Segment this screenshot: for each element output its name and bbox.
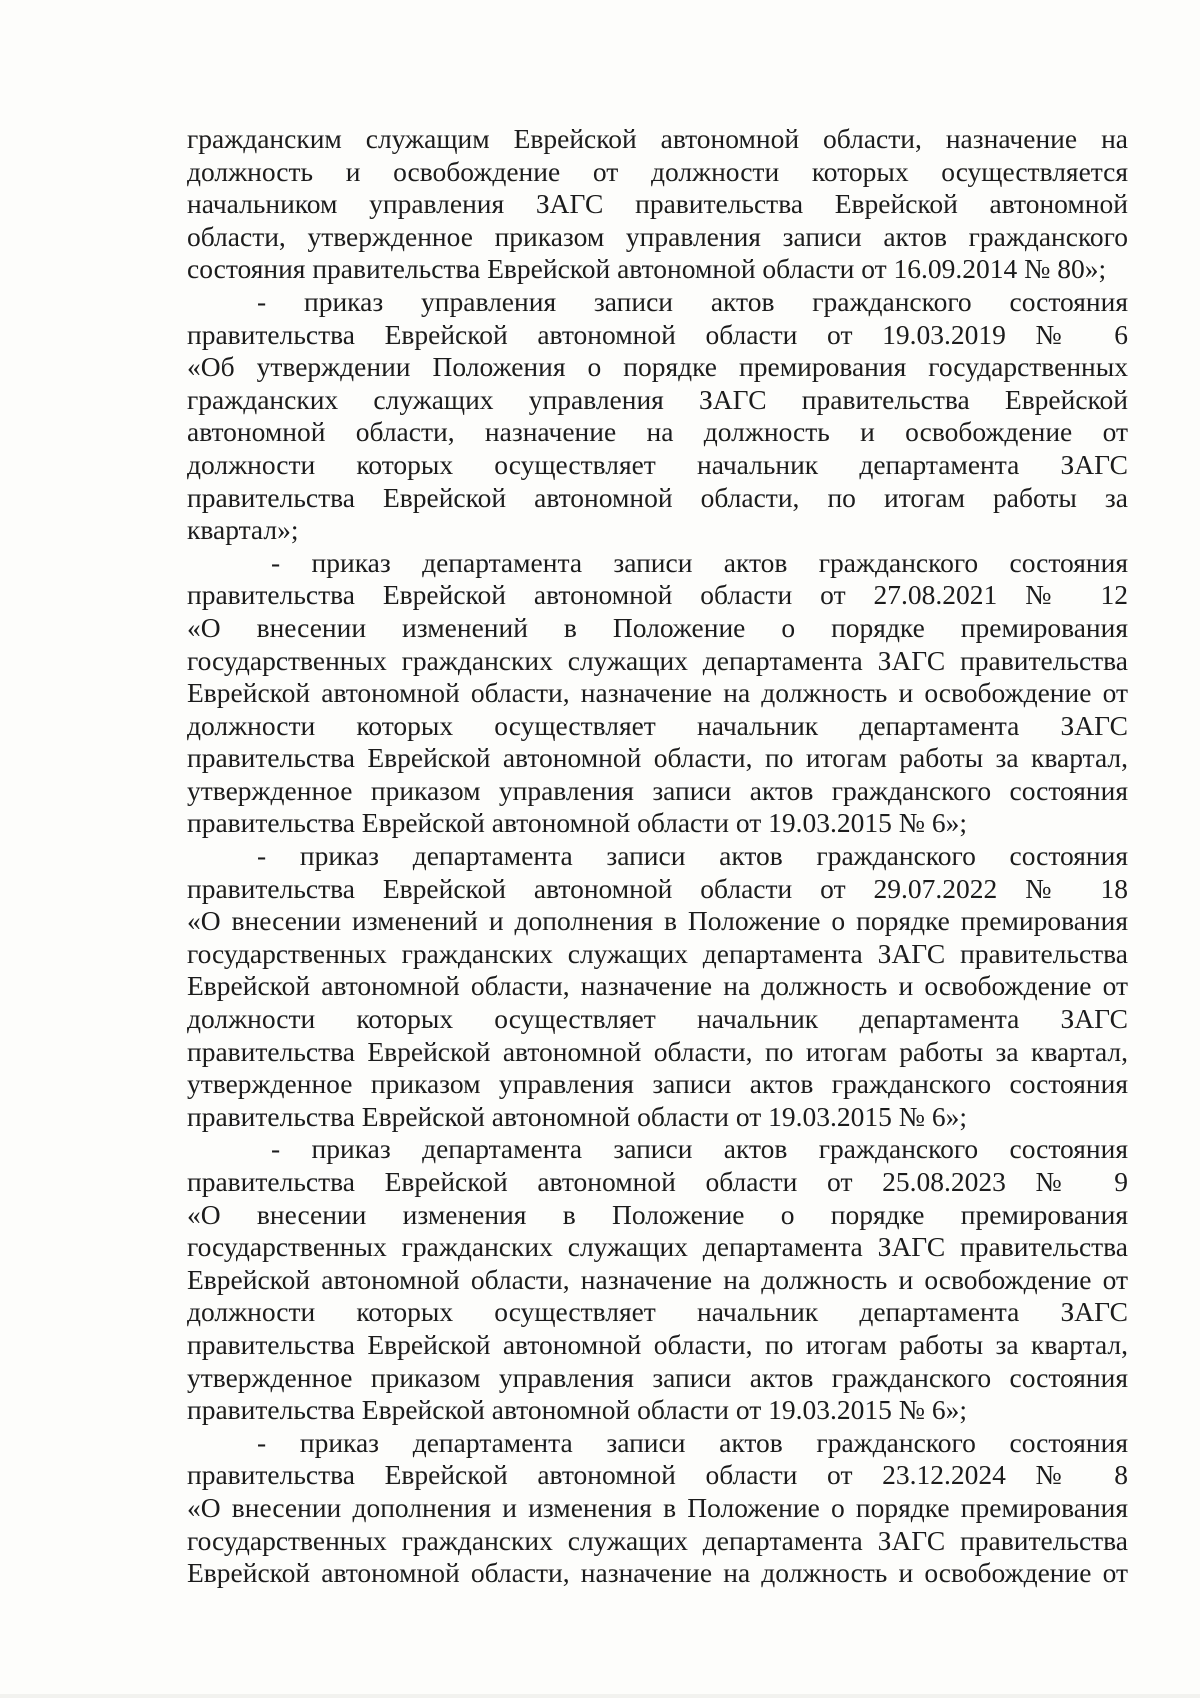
text-line: правительства Еврейской автономной области от 19.03.2015 № 6»; xyxy=(187,1100,968,1132)
text-line: Еврейской автономной области, назначение на должность и освобождение от xyxy=(187,970,1128,1002)
text-line: правительства Еврейской автономной области, по итогам работы за квартал, xyxy=(187,742,1128,774)
text-line: «О внесении изменений в Положение о порядке премирования xyxy=(187,611,1128,643)
text-line: правительства Еврейской автономной области от 23.12.2024 № 8 xyxy=(187,1459,1128,1491)
text-line: должности которых осуществляет начальник департамента ЗАГС xyxy=(187,1003,1128,1035)
list-item-start: - приказ департамента записи актов гражданского состояния xyxy=(257,840,1128,872)
text-line: утвержденное приказом управления записи актов гражданского состояния xyxy=(187,1361,1128,1393)
text-line: правительства Еврейской автономной области, по итогам работы за xyxy=(187,481,1128,513)
list-item-start: - приказ управления записи актов гражданского состояния xyxy=(257,285,1128,317)
text-line: правительства Еврейской автономной области от 25.08.2023 № 9 xyxy=(187,1166,1128,1197)
text-line: состояния правительства Еврейской автономной области от 16.09.2014 № 80»; xyxy=(187,253,1107,285)
text-line: должности которых осуществляет начальник департамента ЗАГС xyxy=(187,709,1128,741)
text-line: должность и освобождение от должности которых осуществляется xyxy=(187,155,1128,187)
text-line: должности которых осуществляет начальник департамента ЗАГС xyxy=(187,448,1128,480)
text-line: начальником управления ЗАГС правительства Еврейской автономной xyxy=(187,188,1128,220)
text-line: государственных гражданских служащих департамента ЗАГС правительства xyxy=(187,644,1128,676)
text-line: должности которых осуществляет начальник департамента ЗАГС xyxy=(187,1296,1128,1328)
list-item-start: - приказ департамента записи актов гражданского состояния xyxy=(257,1426,1128,1458)
page-bottom-edge xyxy=(0,1694,1200,1698)
text-line: автономной области, назначение на должность и освобождение от xyxy=(187,416,1128,448)
text-line: государственных гражданских служащих департамента ЗАГС правительства xyxy=(187,1524,1128,1556)
text-line: области, утвержденное приказом управления записи актов гражданского xyxy=(187,220,1128,252)
text-line: Еврейской автономной области, назначение на должность и освобождение от xyxy=(187,1263,1128,1295)
list-item-start: - приказ департамента записи актов гражданского состояния xyxy=(271,1133,1128,1165)
text-line: квартал»; xyxy=(187,514,299,546)
text-line: «О внесении изменений и дополнения в Положение о порядке премирования xyxy=(187,905,1128,937)
text-line: гражданским служащим Еврейской автономной области, назначение на xyxy=(187,123,1128,154)
text-line: «О внесении изменения в Положение о порядке премирования xyxy=(187,1198,1128,1230)
text-line: Еврейской автономной области, назначение на должность и освобождение от xyxy=(187,677,1128,709)
list-item-start: - приказ департамента записи актов гражданского состояния xyxy=(271,546,1128,578)
text-line: правительства Еврейской автономной области от 27.08.2021 № 12 xyxy=(187,579,1128,611)
text-line: правительства Еврейской автономной области от 19.03.2019 № 6 xyxy=(187,318,1128,350)
text-line: правительства Еврейской автономной области от 19.03.2015 № 6»; xyxy=(187,807,968,839)
text-line: государственных гражданских служащих департамента ЗАГС правительства xyxy=(187,1231,1128,1263)
document-body xyxy=(187,123,1128,1590)
text-line: «О внесении дополнения и изменения в Положение о порядке премирования xyxy=(187,1491,1128,1523)
text-line: правительства Еврейской автономной области от 29.07.2022 № 18 xyxy=(187,872,1128,904)
text-line: Еврейской автономной области, назначение на должность и освобождение от xyxy=(187,1557,1128,1589)
text-line: гражданских служащих управления ЗАГС правительства Еврейской xyxy=(187,383,1128,415)
text-line: правительства Еврейской автономной области от 19.03.2015 № 6»; xyxy=(187,1394,968,1426)
text-line: правительства Еврейской автономной области, по итогам работы за квартал, xyxy=(187,1328,1128,1360)
text-line: «Об утверждении Положения о порядке премирования государственных xyxy=(187,351,1128,383)
text-line: утвержденное приказом управления записи актов гражданского состояния xyxy=(187,1068,1128,1100)
text-line: правительства Еврейской автономной области, по итогам работы за квартал, xyxy=(187,1035,1128,1067)
text-line: государственных гражданских служащих департамента ЗАГС правительства xyxy=(187,937,1128,969)
text-line: утвержденное приказом управления записи актов гражданского состояния xyxy=(187,774,1128,806)
